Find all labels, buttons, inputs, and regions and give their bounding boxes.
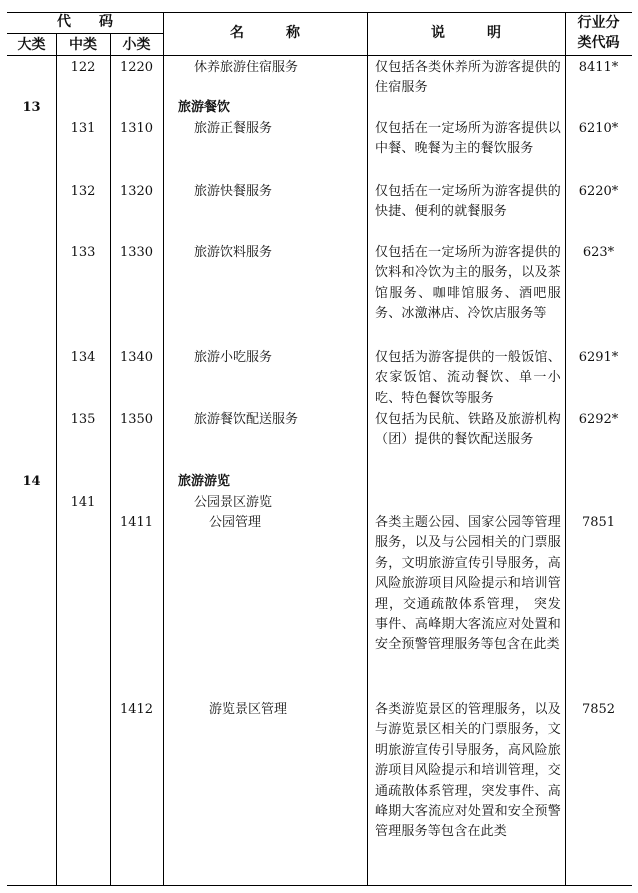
minor-code: 1340 xyxy=(119,350,154,365)
middle-code: 132 xyxy=(70,184,96,199)
category-name: 旅游小吃服务 xyxy=(194,350,273,365)
category-description: 各类主题公园、国家公园等管理服务，以及与公园相关的门票服务，文明旅游宣传引导服务，高风险旅游项目风险提示和培训管理，交通疏散体系管理， 突发事件、高峰期大客流应对处置和安全预警管理服务等包含在此类 xyxy=(375,515,561,653)
category-name: 休养旅游住宿服务 xyxy=(194,60,299,75)
category-name: 游览景区管理 xyxy=(209,702,288,717)
col-divider-minor xyxy=(163,12,164,885)
industry-code: 6210* xyxy=(578,121,619,136)
industry-code: 6220* xyxy=(578,184,619,199)
industry-code: 7852 xyxy=(581,702,616,717)
minor-code: 1330 xyxy=(119,245,154,260)
category-name: 旅游快餐服务 xyxy=(194,184,273,199)
header-minor: 小类 xyxy=(122,37,151,53)
table-bottom-rule xyxy=(7,885,632,886)
middle-code: 131 xyxy=(70,121,96,136)
header-industry-code-line2: 类代码 xyxy=(577,35,620,51)
category-name: 旅游餐饮 xyxy=(178,100,231,115)
minor-code: 1350 xyxy=(119,412,154,427)
category-description: 仅包括为游客提供的一般饭馆、农家饭馆、流动餐饮、单一小吃、特色餐饮等服务 xyxy=(375,350,561,406)
col-divider-desc xyxy=(565,12,566,885)
minor-code: 1320 xyxy=(119,184,154,199)
header-code: 代 码 xyxy=(57,14,113,30)
category-description: 仅包括各类休养所为游客提供的住宿服务 xyxy=(375,60,561,96)
header-name: 名 称 xyxy=(230,25,300,41)
category-name: 公园景区游览 xyxy=(194,495,273,510)
major-code: 14 xyxy=(22,474,41,489)
middle-code: 135 xyxy=(70,412,96,427)
header-industry-code-line1: 行业分 xyxy=(577,15,620,31)
minor-code: 1412 xyxy=(119,702,154,717)
industry-code: 623* xyxy=(582,245,615,260)
category-description: 仅包括在一定场所为游客提供的快捷、便利的就餐服务 xyxy=(375,184,561,220)
category-name: 旅游餐饮配送服务 xyxy=(194,412,299,427)
category-description: 各类游览景区的管理服务，以及与游览景区相关的门票服务，文明旅游宣传引导服务，高风险旅游项目风险提示和培训管理，交通疏散体系管理，突发事件、高峰期大客流应对处置和安全预警管理服务等包含在此类 xyxy=(375,702,561,840)
header-bottom-rule xyxy=(7,55,632,56)
category-description: 仅包括在一定场所为游客提供的饮料和冷饮为主的服务，以及茶馆服务、咖啡馆服务、酒吧服务、冰激淋店、冷饮店服务等 xyxy=(375,245,561,322)
category-name: 旅游饮料服务 xyxy=(194,245,273,260)
industry-code: 8411* xyxy=(578,60,619,75)
industry-code: 6291* xyxy=(578,350,619,365)
category-name: 旅游游览 xyxy=(178,474,231,489)
col-divider-name xyxy=(367,12,368,885)
industry-code: 7851 xyxy=(581,515,616,530)
middle-code: 133 xyxy=(70,245,96,260)
header-major: 大类 xyxy=(17,37,46,53)
minor-code: 1310 xyxy=(119,121,154,136)
category-name: 公园管理 xyxy=(209,515,262,530)
col-divider-middle xyxy=(110,33,111,885)
minor-code: 1220 xyxy=(119,60,154,75)
header-description: 说 明 xyxy=(431,25,501,41)
category-description: 仅包括为民航、铁路及旅游机构（团）提供的餐饮配送服务 xyxy=(375,412,561,448)
major-code: 13 xyxy=(22,100,41,115)
industry-code: 6292* xyxy=(578,412,619,427)
middle-code: 122 xyxy=(70,60,96,75)
minor-code: 1411 xyxy=(119,515,154,530)
col-divider-major xyxy=(56,33,57,885)
category-name: 旅游正餐服务 xyxy=(194,121,273,136)
middle-code: 141 xyxy=(70,495,96,510)
middle-code: 134 xyxy=(70,350,96,365)
header-middle: 中类 xyxy=(69,37,97,53)
code-subheader-rule xyxy=(7,33,163,34)
category-description: 仅包括在一定场所为游客提供以中餐、晚餐为主的餐饮服务 xyxy=(375,121,561,157)
